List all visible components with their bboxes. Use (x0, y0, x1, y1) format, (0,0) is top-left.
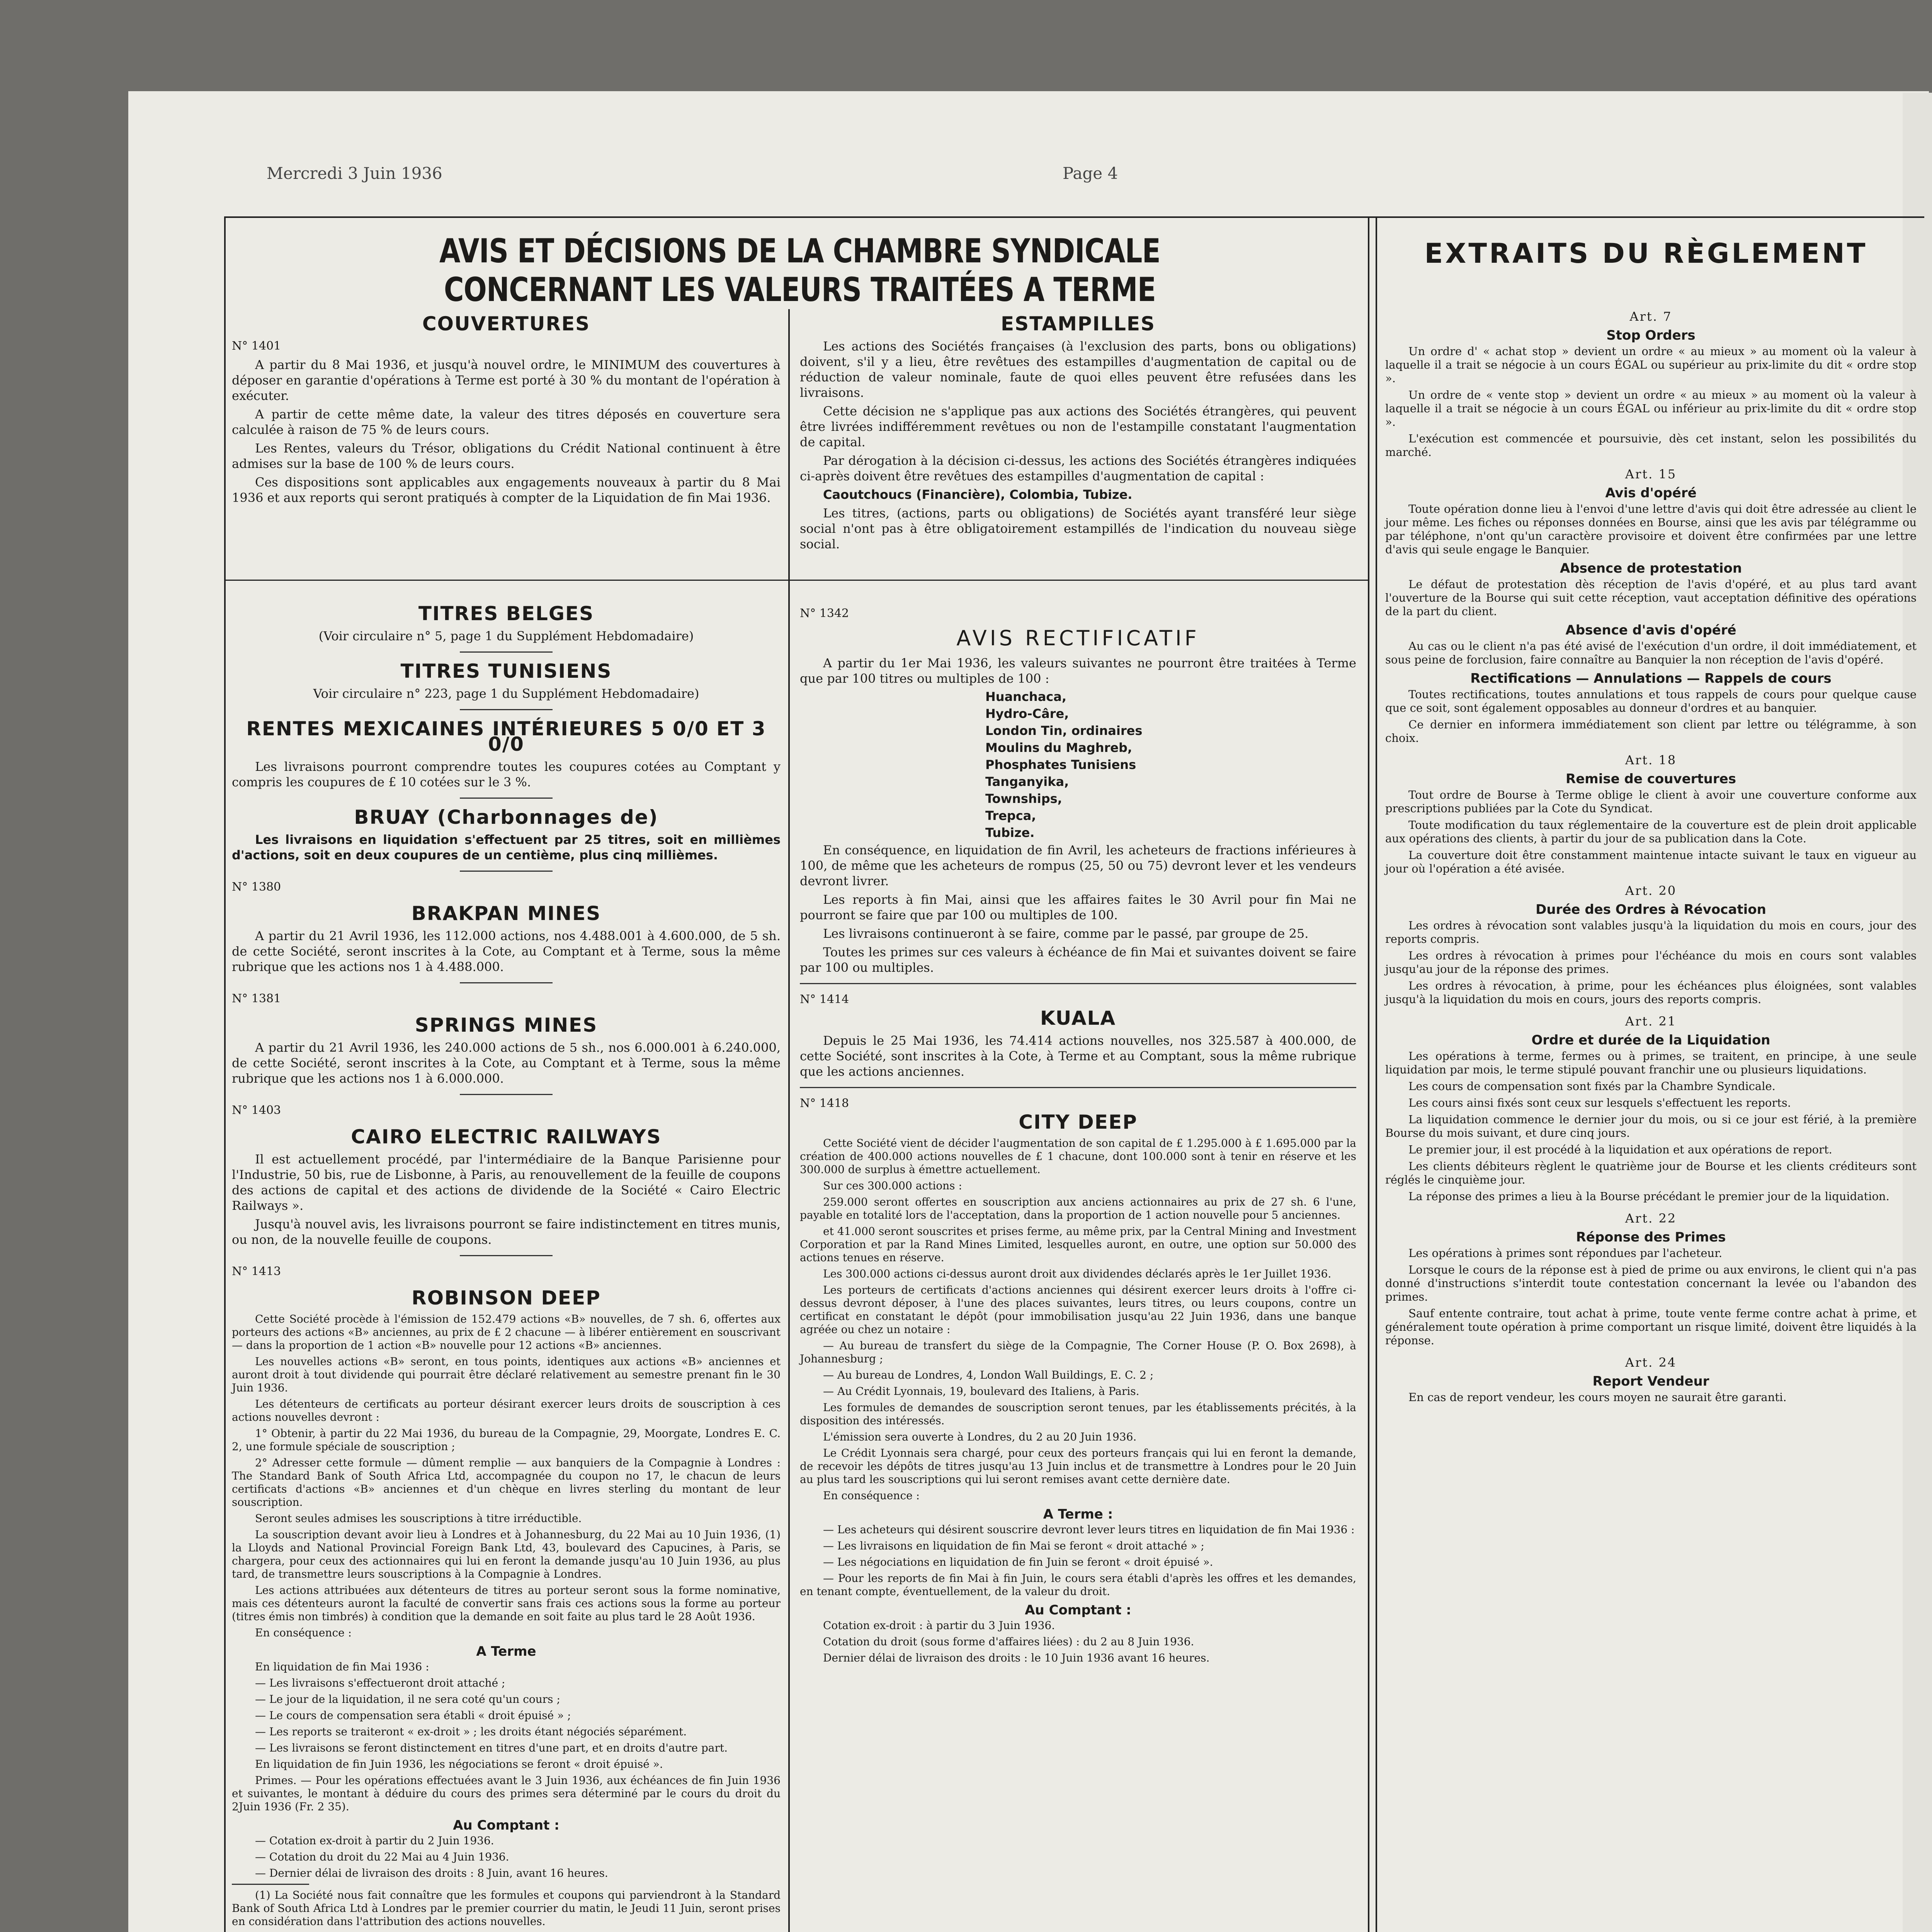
city-deep-title: CITY DEEP (1019, 1111, 1138, 1133)
main-title: AVIS ET DÉCISIONS DE LA CHAMBRE SYNDICALE CONCERNANT LES VALEURS TRAITÉES A TERME (439, 232, 1160, 309)
paragraph: Les actions attribuées aux détenteurs de titres au porteur seront sous la forme nominative, mais ces détenteurs auront la faculté de convertir sans frais ces actions sous la forme au porteur (titres émis non timbrés) à condition que la demande en soit faite au plus tard le 28 Août 1936. (232, 1584, 781, 1623)
separator (800, 1087, 1356, 1088)
reglement-column (1385, 301, 1917, 1407)
separator (800, 983, 1356, 984)
separator (460, 798, 553, 799)
article-number: Art. 22 (1625, 1211, 1677, 1226)
paragraph: 2° Adresser cette formule — dûment remplie — aux banquiers de la Compagnie à Londres : The Standard Bank of South Africa Ltd, accompagnée du coupon no 17, le chacun de leurs certificats d'actions «B» anciennes et d'un chèque en livres sterling du montant de leur souscription. (232, 1456, 781, 1509)
separator (232, 1884, 309, 1885)
brakpan-title: BRAKPAN MINES (411, 902, 601, 925)
separator (460, 1094, 553, 1095)
article-heading: Absence d'avis d'opéré (1565, 622, 1736, 638)
paragraph: A partir de cette même date, la valeur des titres déposés en couverture sera calculée à raison de 75 % de leurs cours. (232, 407, 781, 437)
city-deep-comptant-heading: Au Comptant : (1025, 1602, 1131, 1618)
kuala-title: KUALA (1040, 1007, 1116, 1029)
paragraph: Cette Société procède à l'émission de 152.479 actions «B» nouvelles, de 7 sh. 6, offertes aux porteurs des actions «B» anciennes, au prix de £ 2 chacune — à libérer entièrement en souscrivant — dans la proportion de 1 action «B» nouvelle pour 12 actions «B» anciennes. (232, 1313, 781, 1352)
header-page-number: Page 4 (1063, 164, 1118, 183)
paragraph: Les clients débiteurs règlent le quatrième jour de Bourse et les clients créditeurs sont réglés le cinquième jour. (1385, 1160, 1917, 1186)
paragraph: — Au bureau de transfert du siège de la Compagnie, The Corner House (P. O. Box 2698), à Johannesburg ; (800, 1339, 1356, 1365)
cairo-title: CAIRO ELECTRIC RAILWAYS (351, 1126, 662, 1148)
paragraph: Sauf entente contraire, tout achat à prime, toute vente ferme contre achat à prime, et généralement toute opération à prime comportant un risque limité, doivent être liquidés à la réponse. (1385, 1307, 1917, 1347)
robinson-comptant-heading: Au Comptant : (453, 1818, 560, 1833)
left-rule (224, 216, 226, 1932)
paragraph: Les Rentes, valeurs du Trésor, obligations du Crédit National continuent à être admises sur la base de 100 % de leurs cours. (232, 441, 781, 471)
paragraph: — Au bureau de Londres, 4, London Wall Buildings, E. C. 2 ; (823, 1369, 1154, 1381)
springs-title: SPRINGS MINES (415, 1014, 598, 1036)
separator (460, 1255, 553, 1256)
paragraph: Les porteurs de certificats d'actions anciennes qui désirent exercer leurs droits à l'offre ci-dessus devront déposer, à l'une des places suivantes, leurs titres, ou leurs coupons, contre un certificat en constatant le dépôt (pour immobilisation jusqu'au 22 Juin 1936, dans une banque agréée ou chez un notaire : (800, 1284, 1356, 1336)
paragraph: L'exécution est commencée et poursuivie, dès cet instant, selon les possibilités du marché. (1385, 432, 1917, 459)
rentes-text: Les livraisons pourront comprendre toutes les coupures cotées au Comptant y compris les coupures de £ 10 cotées sur le 3 %. (232, 759, 781, 789)
paragraph: 1° Obtenir, à partir du 22 Mai 1936, du bureau de la Compagnie, 29, Moorgate, Londres E. C. 2, une formule spéciale de souscription ; (232, 1427, 781, 1453)
couvertures-number: N° 1401 (232, 339, 281, 353)
titres-belges-text: (Voir circulaire n° 5, page 1 du Supplément Hebdomadaire) (318, 629, 694, 643)
paragraph: Lorsque le cours de la réponse est à pied de prime ou aux environs, le client qui n'a pas donné d'instructions s'interdit toute contestation concernant la levée ou l'abandon des primes. (1385, 1263, 1917, 1303)
paragraph: En liquidation de fin Juin 1936, les négociations se feront « droit épuisé ». (255, 1758, 663, 1770)
paragraph: Le premier jour, il est procédé à la liquidation et aux opérations de report. (1408, 1143, 1832, 1156)
paragraph: Les détenteurs de certificats au porteur désirant exercer leurs droits de souscription à ces actions nouvelles devront : (232, 1398, 781, 1423)
kuala-text: Depuis le 25 Mai 1936, les 74.414 actions nouvelles, nos 325.587 à 400.000, de cette Société, sont inscrites à la Cote, à Terme et au Comptant, sous la même rubrique que les actions anciennes. (800, 1033, 1356, 1079)
couvertures-section (232, 305, 781, 509)
paragraph: En liquidation de fin Mai 1936 : (255, 1660, 429, 1673)
paragraph: Les reports à fin Mai, ainsi que les affaires faites le 30 Avril pour fin Mai ne pourront se faire que par 100 ou multiples de 100. (800, 892, 1356, 922)
paragraph: Les ordres à révocation à primes pour l'échéance du mois en cours sont valables jusqu'au jour de la réponse des primes. (1385, 949, 1917, 976)
reglement-title: EXTRAITS DU RÈGLEMENT (1424, 238, 1868, 269)
paragraph: En conséquence : (255, 1626, 352, 1639)
list-item: Huanchaca, (985, 689, 1066, 704)
column-rule-right (1368, 216, 1369, 1932)
rectificatif-title: AVIS RECTIFICATIF (956, 626, 1200, 650)
paragraph: L'émission sera ouverte à Londres, du 2 au 20 Juin 1936. (823, 1430, 1137, 1443)
city-deep-aterme-heading: A Terme : (1043, 1507, 1113, 1522)
article-number: Art. 7 (1629, 309, 1672, 324)
rectificatif-intro: A partir du 1er Mai 1936, les valeurs suivantes ne pourront être traitées à Terme que par 100 titres ou multiples de 100 : (800, 656, 1356, 686)
separator (460, 982, 553, 983)
paragraph: — Cotation du droit du 22 Mai au 4 Juin 1936. (255, 1850, 509, 1863)
article-number: Art. 18 (1625, 753, 1677, 767)
paragraph: Les livraisons continueront à se faire, comme par le passé, par groupe de 25. (823, 926, 1309, 941)
left-column (232, 595, 781, 1931)
paragraph: Les cours de compensation sont fixés par la Chambre Syndicale. (1408, 1080, 1776, 1093)
list-item: Hydro-Câre, (985, 706, 1069, 721)
springs-text: A partir du 21 Avril 1936, les 240.000 actions de 5 sh., nos 6.000.001 à 6.240.000, de cette Société, seront inscrites à la Cote, au Comptant et à Terme, sous la même rubrique que les actions nos 1 à 6.000.000. (232, 1040, 781, 1086)
middle-column (800, 603, 1356, 1668)
list-item: Townships, (985, 791, 1062, 806)
paragraph: En conséquence, en liquidation de fin Avril, les acheteurs de fractions inférieures à 100, de même que les acheteurs de rompus (25, 50 ou 75) devront lever et les vendeurs devront livrer. (800, 843, 1356, 888)
paragraph: La réponse des primes a lieu à la Bourse précédant le premier jour de la liquidation. (1408, 1190, 1889, 1203)
article-heading: Report Vendeur (1592, 1374, 1709, 1389)
titres-tunisiens-text: Voir circulaire n° 223, page 1 du Supplément Hebdomadaire) (313, 686, 699, 701)
paragraph: En cas de report vendeur, les cours moyen ne saurait être garanti. (1408, 1391, 1787, 1404)
article-heading: Rectifications — Annulations — Rappels de cours (1470, 671, 1832, 686)
paragraph: Les titres, (actions, parts ou obligations) de Sociétés ayant transféré leur siège social n'ont pas à être obligatoirement estampillés de l'indication du nouveau siège social. (800, 506, 1356, 551)
paragraph: — Cotation ex-droit à partir du 2 Juin 1936. (255, 1834, 494, 1847)
paragraph: Tout ordre de Bourse à Terme oblige le client à avoir une couverture conforme aux prescriptions publiées par la Cote du Syndicat. (1385, 788, 1917, 815)
article-heading: Réponse des Primes (1576, 1230, 1726, 1245)
brakpan-number: N° 1380 (232, 880, 281, 894)
springs-number: N° 1381 (232, 992, 281, 1005)
article-heading: Avis d'opéré (1605, 485, 1697, 501)
list-item: Tanganyika, (985, 774, 1069, 789)
paragraph: Par dérogation à la décision ci-dessus, les actions des Sociétés étrangères indiquées ci-après doivent être revêtues des estampilles d'augmentation de capital : (800, 453, 1356, 483)
rentes-title: RENTES MEXICAINES INTÉRIEURES 5 0/0 ET 3 0/0 (246, 718, 766, 755)
paragraph: Toute opération donne lieu à l'envoi d'une lettre d'avis qui doit être adressée au client le jour même. Les fiches ou réponses données en Bourse, ainsi que les avis par télégramme ou par téléphone, n'ont qu'un caractère provisoire et doivent être confirmées par une lettre d'avis qui seule engage le Banquier. (1385, 502, 1917, 556)
list-item: Tubize. (985, 825, 1035, 840)
paragraph: La couverture doit être constamment maintenue intacte suivant le taux en vigueur au jour où l'opération a été avisée. (1385, 849, 1917, 875)
paragraph: — Les livraisons se feront distinctement en titres d'une part, et en droits d'autre part. (255, 1742, 728, 1754)
paragraph: Toutes rectifications, toutes annulations et tous rappels de cours pour quelque cause que ce soit, sont également opposables au donneur d'ordres et au banquier. (1385, 688, 1917, 714)
paragraph: Toute modification du taux réglementaire de la couverture est de plein droit applicable aux opérations des clients, à partir du jour de sa publication dans la Cote. (1385, 818, 1917, 845)
paragraph: — Le cours de compensation sera établi « droit épuisé » ; (255, 1709, 571, 1722)
list-item: Phosphates Tunisiens (985, 757, 1136, 772)
article-heading: Absence de protestation (1560, 561, 1742, 576)
titres-tunisiens-title: TITRES TUNISIENS (400, 660, 612, 682)
paragraph: Les ordres à révocation sont valables jusqu'à la liquidation du mois en cours, jour des reports compris. (1385, 919, 1917, 946)
paragraph: Les opérations à terme, fermes ou à primes, se traitent, en principe, à une seule liquidation par mois, le terme stipulé pouvant franchir une ou plusieurs liquidations. (1385, 1049, 1917, 1076)
article-heading: Ordre et durée de la Liquidation (1531, 1032, 1770, 1048)
article-number: Art. 24 (1625, 1355, 1677, 1370)
paragraph: Les ordres à révocation, à prime, pour les échéances plus éloignées, sont valables jusqu'à la liquidation du mois en cours, jours des reports compris. (1385, 979, 1917, 1006)
paragraph: Cette Société vient de décider l'augmentation de son capital de £ 1.295.000 à £ 1.695.000 par la création de 400.000 actions nouvelles de £ 1 chacune, dont 100.000 sont à tenir en réserve et les 300.000 de surplus à émettre actuellement. (800, 1137, 1356, 1176)
column-rule-middle (788, 309, 790, 1932)
list-item: London Tin, ordinaires (985, 723, 1143, 738)
separator (460, 871, 553, 872)
paragraph: et 41.000 seront souscrites et prises ferme, au même prix, par la Central Mining and Investment Corporation et par la Rand Mines Limited, lesquelles auront, en outre, une option sur 50.000 des actions tenues en réserve. (800, 1225, 1356, 1264)
brakpan-text: A partir du 21 Avril 1936, les 112.000 actions, nos 4.488.001 à 4.600.000, de 5 sh. de cette Société, seront inscrites à la Cote, au Comptant et à Terme, sous la même rubrique que les actions nos 1 à 4.488.000. (232, 929, 781, 974)
paragraph: 259.000 seront offertes en souscription aux anciens actionnaires au prix de 27 sh. 6 l'une, payable en totalité lors de l'acceptation, dans la proportion de 1 action nouvelle pour 5 anciennes. (800, 1196, 1356, 1221)
paragraph: En conséquence : (823, 1489, 920, 1502)
paragraph: — Dernier délai de livraison des droits : 8 Juin, avant 16 heures. (255, 1867, 608, 1879)
couvertures-title: COUVERTURES (422, 313, 590, 335)
article-heading: Durée des Ordres à Révocation (1536, 902, 1766, 917)
list-item: Trepca, (985, 808, 1036, 823)
paragraph: Caoutchoucs (Financière), Colombia, Tubize. (823, 487, 1133, 502)
paragraph: Seront seules admises les souscriptions à titre irréductible. (255, 1512, 582, 1525)
paragraph: — Les livraisons s'effectueront droit attaché ; (255, 1677, 505, 1689)
estampilles-section (800, 305, 1356, 555)
paragraph: Le Crédit Lyonnais sera chargé, pour ceux des porteurs français qui lui en feront la demande, de recevoir les dépôts de titres jusqu'au 13 Juin inclus et de transmettre à Londres pour le 20 Juin au plus tard les souscriptions qui lui seront remises avant cette dernière date. (800, 1447, 1356, 1486)
paragraph: Primes. — Pour les opérations effectuées avant le 3 Juin 1936, aux échéances de fin Juin 1936 et suivantes, le montant à déduire du cours des primes sera déterminé par le cours du droit du 2Juin 1936 (Fr. 2 35). (232, 1774, 781, 1813)
bruay-title: BRUAY (Charbonnages de) (354, 806, 658, 828)
cairo-number: N° 1403 (232, 1104, 281, 1117)
article-number: Art. 21 (1625, 1014, 1677, 1029)
paragraph: Ce dernier en informera immédiatement son client par lettre ou télégramme, à son choix. (1385, 718, 1917, 745)
paragraph: Les actions des Sociétés françaises (à l'exclusion des parts, bons ou obligations) doivent, s'il y a lieu, être revêtues des estampilles d'augmentation de capital ou de réduction de valeur nominale, faute de quoi elles peuvent être refusées dans les livraisons. (800, 339, 1356, 400)
paragraph: Cotation du droit (sous forme d'affaires liées) : du 2 au 8 Juin 1936. (823, 1635, 1194, 1648)
paragraph: Cotation ex-droit : à partir du 3 Juin 1936. (823, 1619, 1055, 1632)
paragraph: Sur ces 300.000 actions : (823, 1179, 962, 1192)
paragraph: Cette décision ne s'applique pas aux actions des Sociétés étrangères, qui peuvent être livrées indifféremment revêtues ou non de l'estampille constatant l'augmentation de capital. (800, 404, 1356, 449)
kuala-number: N° 1414 (800, 993, 849, 1006)
robinson-aterme-heading: A Terme (476, 1644, 536, 1659)
paragraph: — Le jour de la liquidation, il ne sera coté qu'un cours ; (255, 1693, 560, 1706)
paragraph: Jusqu'à nouvel avis, les livraisons pourront se faire indistinctement en titres munis, ou non, de la nouvelle feuille de coupons. (232, 1217, 781, 1247)
list-item: Moulins du Maghreb, (985, 740, 1133, 755)
paragraph: Il est actuellement procédé, par l'intermédiaire de la Banque Parisienne pour l'Industrie, 50 bis, rue de Lisbonne, à Paris, au renouvellement de la feuille de coupons des actions de capital et des actions de dividende de la Société « Cairo Electric Railways ». (232, 1152, 781, 1213)
paragraph: — Au Crédit Lyonnais, 19, boulevard des Italiens, à Paris. (823, 1385, 1139, 1398)
paragraph: Les formules de demandes de souscription seront tenues, par les établissements précités, à la disposition des intéressés. (800, 1401, 1356, 1427)
article-number: Art. 15 (1625, 467, 1677, 481)
article-heading: Stop Orders (1606, 328, 1696, 343)
paragraph: Les 300.000 actions ci-dessus auront droit aux dividendes déclarés après le 1er Juillet 1936. (823, 1267, 1332, 1280)
paragraph: Toutes les primes sur ces valeurs à échéance de fin Mai et suivantes doivent se faire par 100 ou multiples. (800, 945, 1356, 975)
separator (460, 651, 553, 653)
paragraph: Un ordre d' « achat stop » devient un ordre « au mieux » au moment où la valeur à laquelle il a trait se négocie à un cours ÉGAL ou supérieur au prix-limite du dit « ordre stop ». (1385, 345, 1917, 385)
titres-belges-title: TITRES BELGES (418, 602, 594, 625)
rectificatif-number: N° 1342 (800, 607, 849, 620)
paragraph: Les nouvelles actions «B» seront, en tous points, identiques aux actions «B» anciennes et auront droit à tout dividende qui pourrait être déclaré relativement au semestre prenant fin le 30 Juin 1936. (232, 1355, 781, 1394)
robinson-number: N° 1413 (232, 1265, 281, 1278)
article-number: Art. 20 (1625, 883, 1677, 898)
paragraph: La souscription devant avoir lieu à Londres et à Johannesburg, du 22 Mai au 10 Juin 1936, (1) la Lloyds and National Provincial Foreign Bank Ltd, 43, boulevard des Capucines, à Paris, se chargera, pour ceux des actionnaires qui lui en feront la demande jusqu'au 10 Juin 1936, au plus tard, de transmettre leurs souscriptions à la Compagnie à Londres. (232, 1528, 781, 1580)
paragraph: — Pour les reports de fin Mai à fin Juin, le cours sera établi d'après les offres et les demandes, en tenant compte, éventuellement, de la valeur du droit. (800, 1572, 1356, 1598)
paragraph: Un ordre de « vente stop » devient un ordre « au mieux » au moment où la valeur à laquelle il a trait se négocie à un cours ÉGAL ou inférieur au prix-limite du dit « ordre stop ». (1385, 388, 1917, 429)
paragraph: — Les acheteurs qui désirent souscrire devront lever leurs titres en liquidation de fin Mai 1936 : (823, 1523, 1355, 1536)
robinson-title: ROBINSON DEEP (412, 1287, 601, 1309)
robinson-footnote: (1) La Société nous fait connaître que les formules et coupons qui parviendront à la Standard Bank of South Africa Ltd à Londres par le premier courrier du matin, le Jeudi 11 Juin, seront prises en considération dans l'attribution des actions nouvelles. (232, 1889, 781, 1928)
article-heading: Remise de couvertures (1566, 771, 1736, 787)
column-rule-right-double (1376, 216, 1377, 1932)
paragraph: Dernier délai de livraison des droits : le 10 Juin 1936 avant 16 heures. (823, 1651, 1210, 1664)
paragraph: Les opérations à primes sont répondues par l'acheteur. (1408, 1247, 1723, 1260)
city-deep-number: N° 1418 (800, 1097, 849, 1110)
paragraph: A partir du 8 Mai 1936, et jusqu'à nouvel ordre, le MINIMUM des couvertures à déposer en garantie d'opérations à Terme est porté à 30 % du montant de l'opération à exécuter. (232, 357, 781, 403)
header-date: Mercredi 3 Juin 1936 (267, 164, 442, 183)
paragraph: Les cours ainsi fixés sont ceux sur lesquels s'effectuent les reports. (1408, 1096, 1791, 1109)
estampilles-title: ESTAMPILLES (1001, 313, 1155, 335)
paragraph: — Les livraisons en liquidation de fin Mai se feront « droit attaché » ; (823, 1539, 1204, 1552)
separator (460, 709, 553, 710)
paragraph: La liquidation commence le dernier jour du mois, ou si ce jour est férié, à la première Bourse du mois suivant, et dure cinq jours. (1385, 1113, 1917, 1139)
paragraph: Le défaut de protestation dès réception de l'avis d'opéré, et au plus tard avant l'ouverture de la Bourse qui suit cette réception, vaut acceptation définitive des opérations de la part du client. (1385, 578, 1917, 618)
paragraph: — Les reports se traiteront « ex-droit » ; les droits étant négociés séparément. (255, 1725, 687, 1738)
bruay-text: Les livraisons en liquidation s'effectuent par 25 titres, soit en millièmes d'actions, soit en deux coupures de un centième, plus cinq millièmes. (232, 832, 781, 862)
paragraph: Au cas ou le client n'a pas été avisé de l'exécution d'un ordre, il doit immédiatement, et sous peine de forclusion, faire connaître au Banquier la non réception de l'avis d'opéré. (1385, 639, 1917, 666)
section-rule (224, 580, 1368, 581)
paragraph: — Les négociations en liquidation de fin Juin se feront « droit épuisé ». (823, 1556, 1213, 1568)
paragraph: Ces dispositions sont applicables aux engagements nouveaux à partir du 8 Mai 1936 et aux reports qui seront pratiqués à compter de la Liquidation de fin Mai 1936. (232, 475, 781, 505)
